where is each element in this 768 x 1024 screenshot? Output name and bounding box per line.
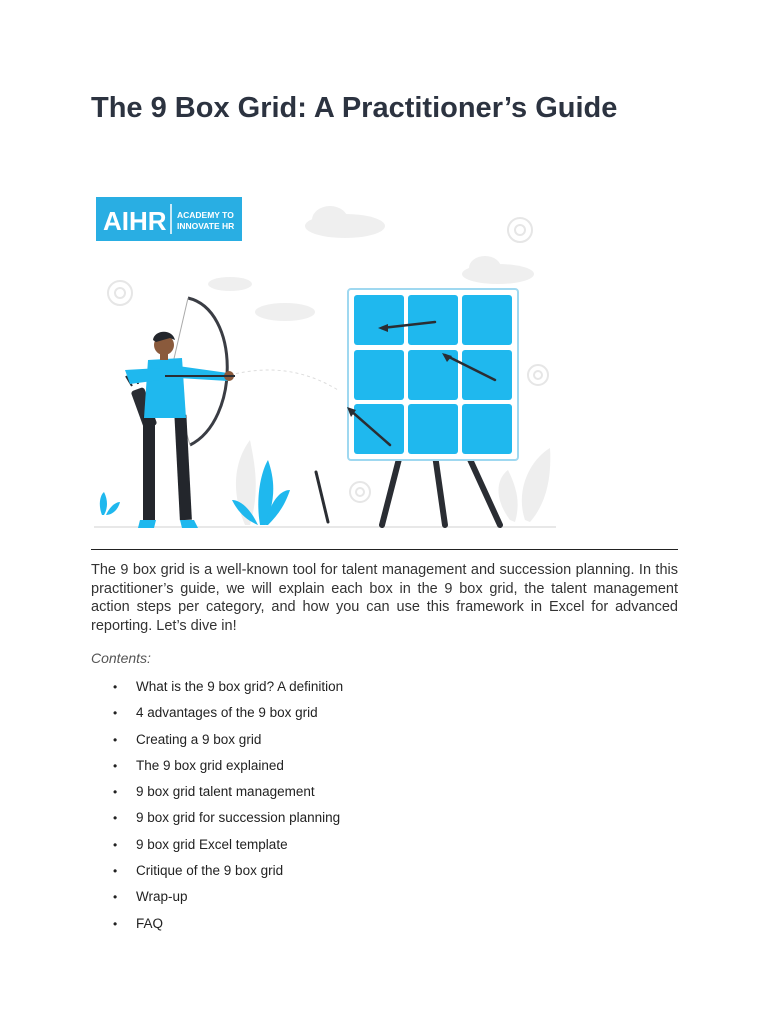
toc-item[interactable] <box>91 732 591 758</box>
toc-item-label[interactable]: 9 box grid Excel template <box>136 836 288 852</box>
bullet-icon: • <box>113 811 118 826</box>
toc-item[interactable] <box>91 784 591 810</box>
toc-item-label[interactable]: The 9 box grid explained <box>136 757 284 773</box>
archer-figure <box>125 298 235 528</box>
bullet-icon: • <box>113 758 118 773</box>
table-of-contents <box>91 679 591 942</box>
bullet-icon: • <box>113 864 118 879</box>
logo-line-2: INNOVATE HR <box>177 221 235 231</box>
toc-item[interactable] <box>91 863 591 889</box>
toc-item-label[interactable]: What is the 9 box grid? A definition <box>136 679 344 694</box>
logo-line-1: ACADEMY TO <box>177 210 234 220</box>
bullet-icon: • <box>113 732 118 747</box>
toc-item-label[interactable]: 4 advantages of the 9 box grid <box>136 705 318 721</box>
archer-grid-illustration <box>90 190 560 530</box>
hero-illustration <box>90 190 560 530</box>
contents-label: Contents: <box>91 650 151 666</box>
toc-item[interactable] <box>91 837 591 863</box>
toc-item-label[interactable]: 9 box grid talent management <box>136 784 315 800</box>
divider <box>91 549 678 550</box>
intro-paragraph: The 9 box grid is a well-known tool for talent management and succession planning. In this practitioner’s guide, we will explain each box in the 9 box grid, the talent management action steps per category, and how you can use this framework in Excel for advanced reporting. Let’s dive in! <box>91 562 678 634</box>
toc-item-label[interactable]: 9 box grid for succession planning <box>136 810 341 826</box>
bullet-icon: • <box>113 837 118 852</box>
nine-box-board <box>348 289 518 460</box>
aihr-logo <box>96 197 242 241</box>
bullet-icon: • <box>113 680 118 694</box>
toc-item-label[interactable]: FAQ <box>136 915 164 931</box>
toc-item-label[interactable]: Critique of the 9 box grid <box>136 863 284 879</box>
bullet-icon: • <box>113 706 118 721</box>
bullet-icon: • <box>113 890 118 905</box>
toc-item-label[interactable]: Wrap-up <box>136 889 188 905</box>
bullet-icon: • <box>113 785 118 800</box>
page-title: The 9 Box Grid: A Practitioner’s Guide <box>91 92 618 124</box>
toc-item[interactable] <box>91 810 591 836</box>
toc-item-label[interactable]: Creating a 9 box grid <box>136 731 262 747</box>
toc-item[interactable] <box>91 679 591 705</box>
toc-item[interactable] <box>91 889 591 915</box>
bullet-icon: • <box>113 916 118 931</box>
toc-item[interactable] <box>91 916 591 942</box>
toc-item[interactable] <box>91 705 591 731</box>
board-stand <box>316 455 500 525</box>
logo-main-text: AIHR <box>103 206 167 236</box>
toc-item[interactable] <box>91 758 591 784</box>
arrow-trail <box>230 370 338 390</box>
